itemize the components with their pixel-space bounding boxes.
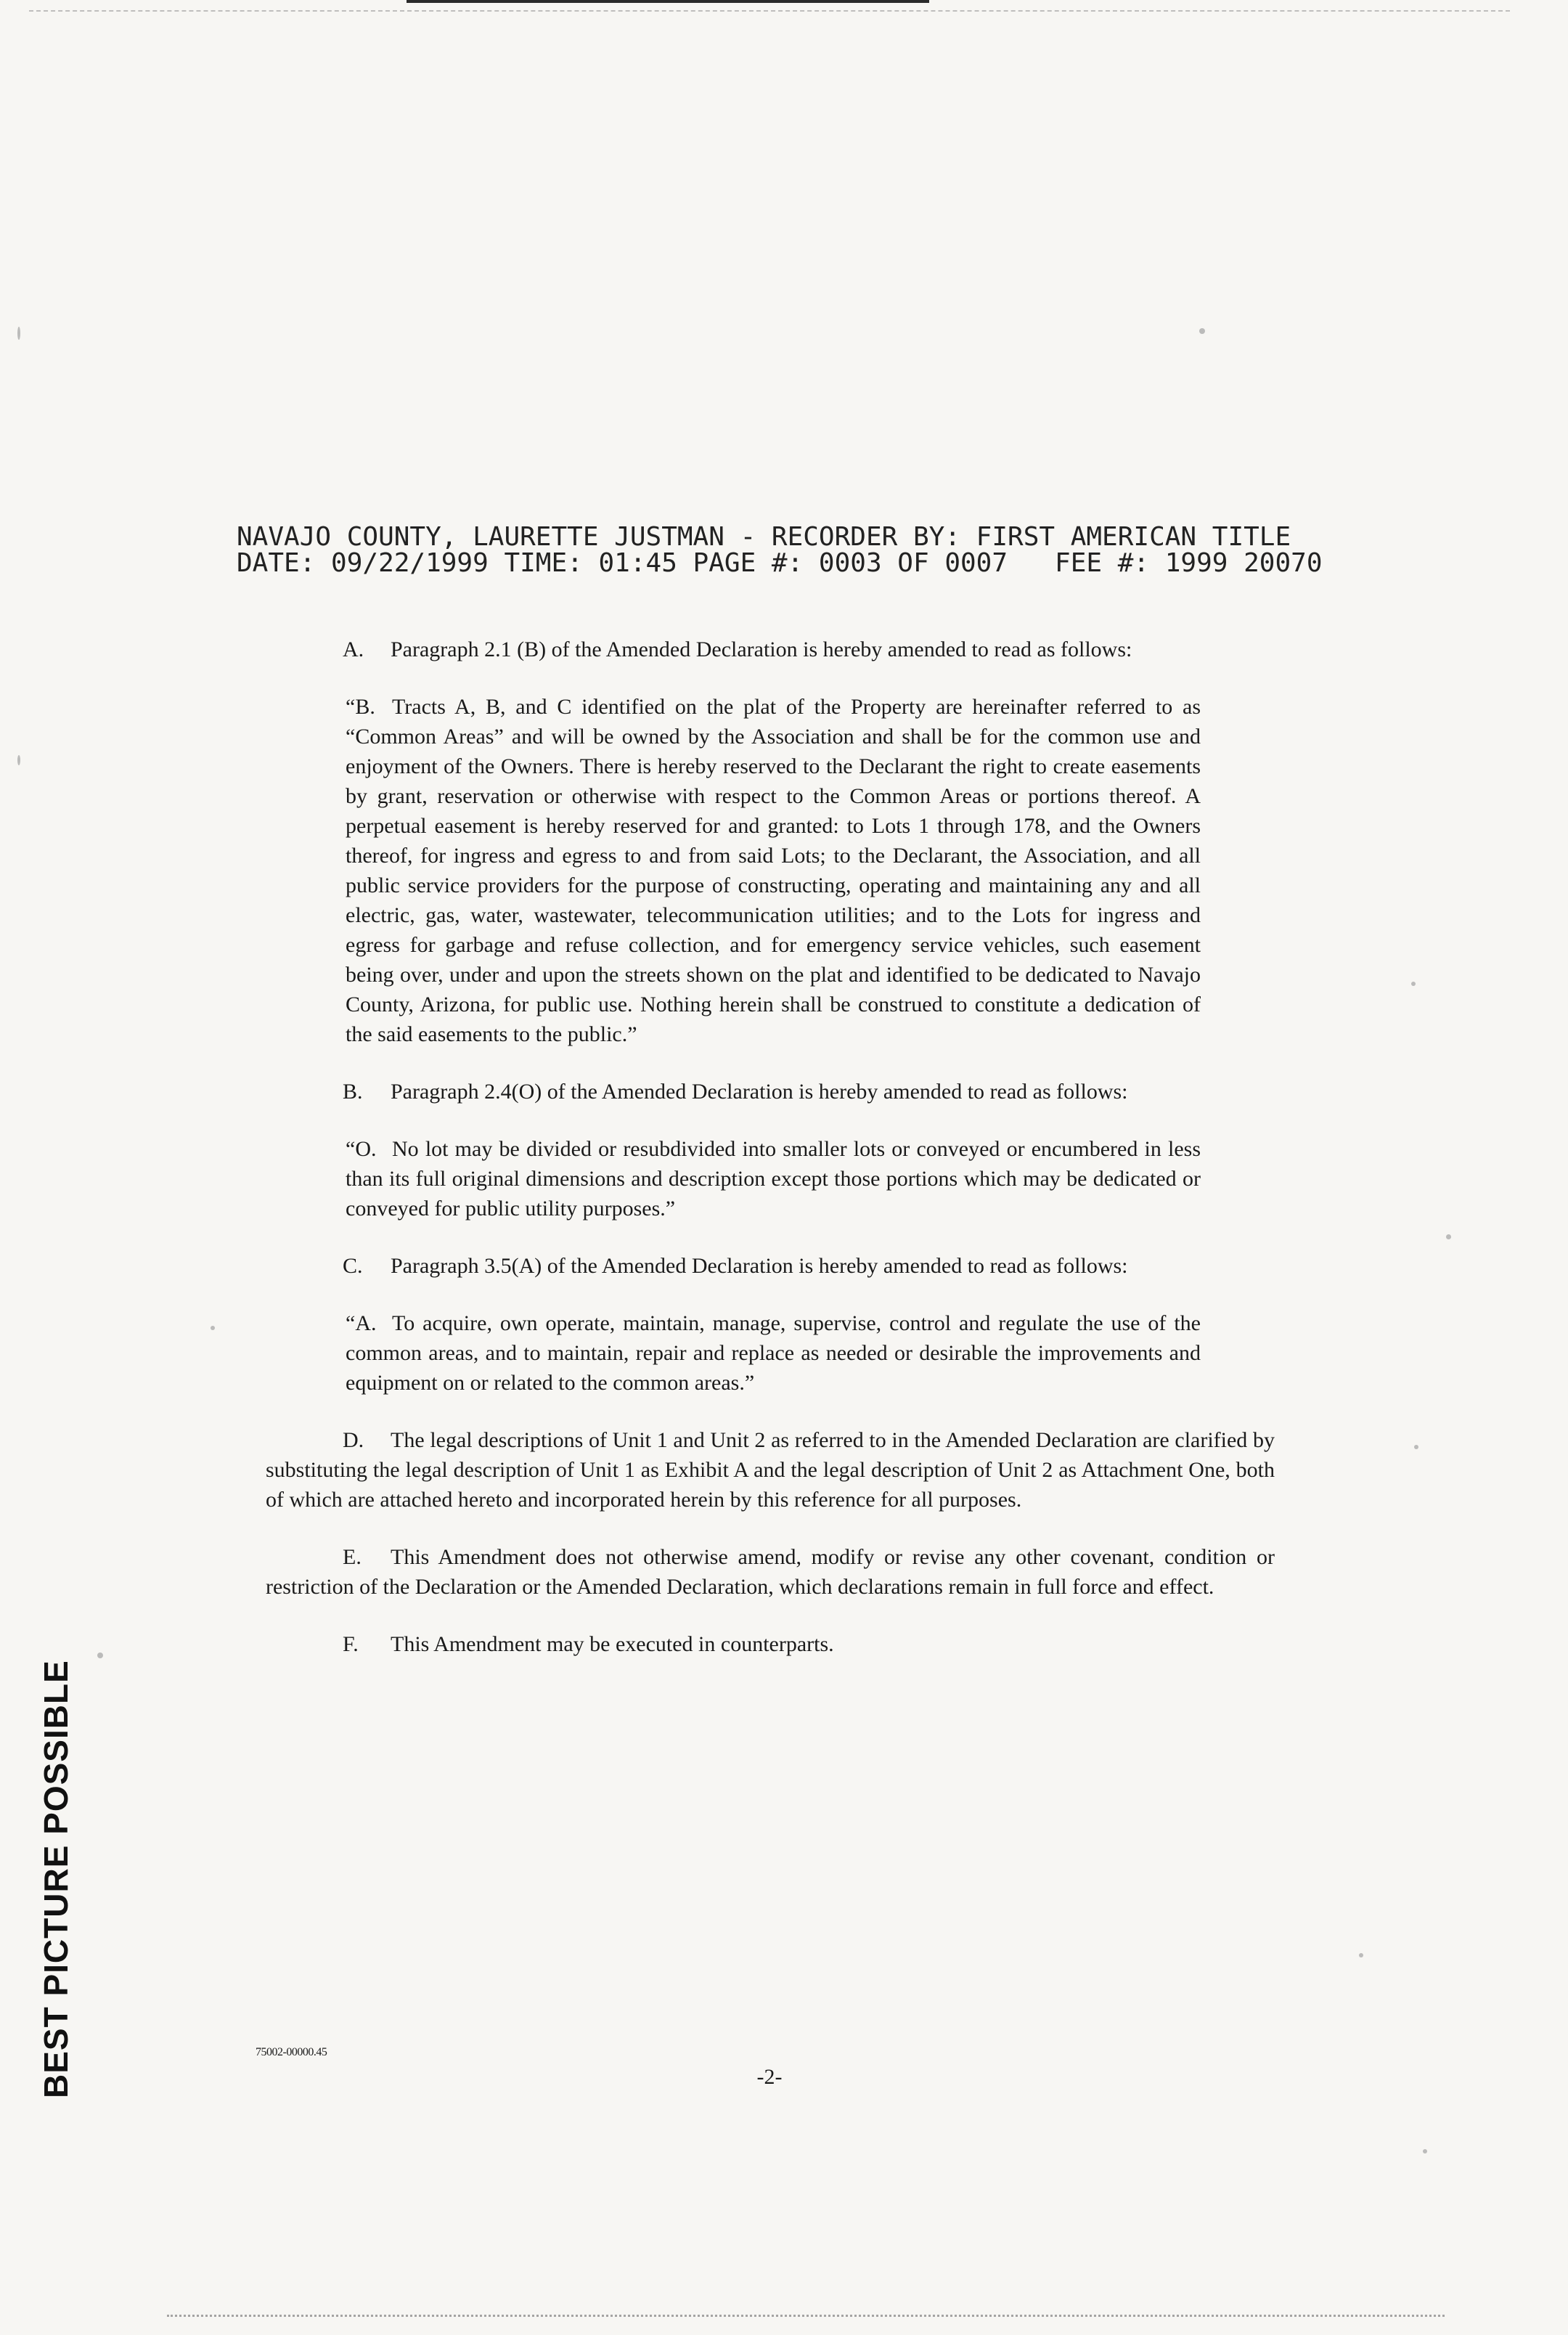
section-e [266,1542,1275,1602]
scan-artifact-dashes [29,10,1510,12]
scan-speck [211,1326,215,1330]
document-body [266,635,1275,1687]
section-c-quote [346,1308,1201,1398]
scan-speck [1414,1445,1418,1449]
section-a [266,635,1275,664]
section-f [266,1629,1275,1659]
scan-speck [17,755,20,765]
section-b-quote [346,1134,1201,1223]
quote-text: No lot may be divided or resubdivided into smaller lots or conveyed or encumbered in less than its full original dimensions and description except those portions which may be dedicated or conveyed for public utility purposes.” [346,1137,1201,1221]
section-letter: E. [343,1545,362,1569]
section-letter: C. [343,1254,363,1278]
section-intro: Paragraph 2.4(O) of the Amended Declaration is hereby amended to read as follows: [391,1080,1128,1104]
scan-speck [97,1653,103,1658]
section-a-quote [346,692,1201,1049]
section-d [266,1425,1275,1515]
scan-speck [17,327,20,340]
section-text: The legal descriptions of Unit 1 and Unit 2 as referred to in the Amended Declaration are clarified by substituting the legal description of Unit 1 as Exhibit A and the legal description of Unit 2 as Attachment One, both of which are attached hereto and incorporated herein by this reference for all purposes. [266,1428,1275,1512]
top-border-rule [407,0,929,3]
quote-text: Tracts A, B, and C identified on the plat of the Property are hereinafter referred to as “Common Areas” and will be owned by the Association and shall be for the common use and enjoyment of the Owners. There is hereby reserved to the Declarant the right to create easements by grant, reservation or otherwise with respect to the Common Areas or portions thereof. A perpetual easement is hereby reserved for and granted: to Lots 1 through 178, and the Owners thereof, for ingress and egress to and from said Lots; to the Declarant, the Association, and all public service providers for the purpose of constructing, operating and maintaining any and all electric, gas, water, wastewater, telecommunication utilities; and to the Lots for ingress and egress for garbage and refuse collection, and for emergency service vehicles, such easement being over, under and upon the streets shown on the plat and identified to be dedicated to Navajo County, Arizona, for public use. Nothing herein shall be construed to constitute a dedication of the said easements to the public.” [346,695,1201,1046]
recorder-header-line2: DATE: 09/22/1999 TIME: 01:45 PAGE #: 0003 OF 0007 FEE #: 1999 20070 [237,548,1323,578]
scan-speck [1359,1953,1363,1957]
recorder-header-line1: NAVAJO COUNTY, LAURETTE JUSTMAN - RECORDER BY: FIRST AMERICAN TITLE [237,522,1291,552]
scan-speck [1411,982,1416,986]
page-number: -2- [756,2065,783,2089]
section-letter: D. [343,1428,364,1452]
quote-text: To acquire, own operate, maintain, manage, supervise, control and regulate the use of the common areas, and to maintain, repair and replace as needed or desirable the improvements and equipment on or related to the common areas.” [346,1311,1201,1395]
section-letter: A. [343,637,364,661]
quote-letter: “O. [346,1137,377,1161]
scan-speck [1199,328,1205,334]
section-letter: F. [343,1632,359,1656]
section-b [266,1077,1275,1107]
scan-speck [1423,2149,1427,2153]
document-code: 75002-00000.45 [256,2046,327,2058]
scan-artifact-bottom-marks [167,2315,1445,2317]
section-text: This Amendment does not otherwise amend, modify or revise any other covenant, condition or restriction of the Declaration or the Amended Declaration, which declarations remain in full force and effect. [266,1545,1275,1599]
section-letter: B. [343,1080,363,1104]
quote-letter: “B. [346,695,375,719]
scan-speck [1446,1234,1451,1239]
section-intro: Paragraph 2.1 (B) of the Amended Declaration is hereby amended to read as follows: [391,637,1132,661]
section-intro: Paragraph 3.5(A) of the Amended Declaration is hereby amended to read as follows: [391,1254,1128,1278]
best-picture-possible-stamp: BEST PICTURE POSSIBLE [37,1660,75,2098]
recorder-header [237,524,1326,576]
section-text: This Amendment may be executed in counterparts. [391,1632,834,1656]
section-c [266,1251,1275,1281]
quote-letter: “A. [346,1311,377,1335]
